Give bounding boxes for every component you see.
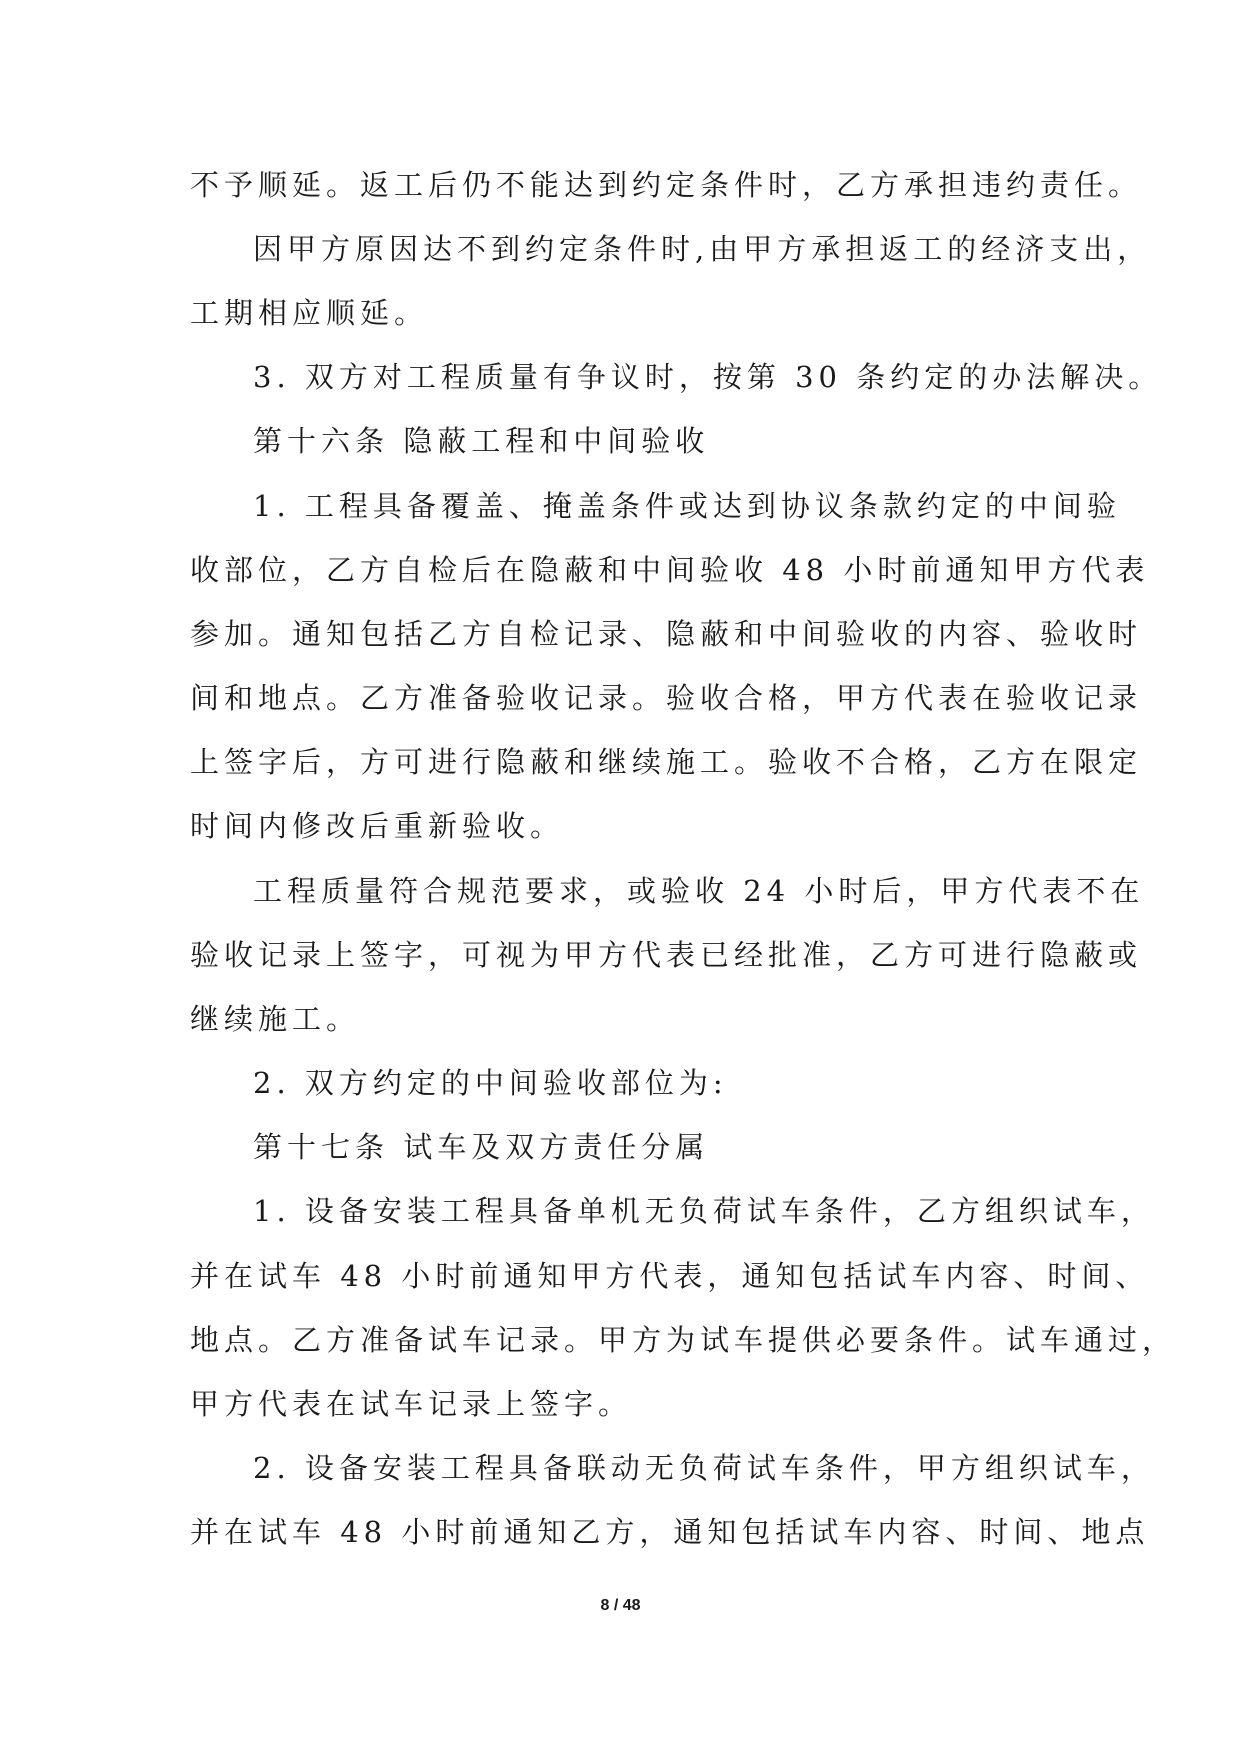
text-line: 间和地点。乙方准备验收记录。验收合格，甲方代表在验收记录 xyxy=(190,681,1143,715)
text-line: 收部位，乙方自检后在隐蔽和中间验收 48 小时前通知甲方代表 xyxy=(190,553,1150,587)
section-heading: 第十六条 隐蔽工程和中间验收 xyxy=(253,424,710,458)
text-line: 并在试车 48 小时前通知甲方代表，通知包括试车内容、时间、 xyxy=(190,1259,1150,1293)
text-line: 3. 双方对工程质量有争议时，按第 30 条约定的办法解决。 xyxy=(253,360,1163,394)
section-heading: 第十七条 试车及双方责任分属 xyxy=(253,1130,710,1164)
text-line: 1. 工程具备覆盖、掩盖条件或达到协议条款约定的中间验 xyxy=(253,489,1121,523)
text-line: 时间内修改后重新验收。 xyxy=(190,809,565,843)
text-line: 参加。通知包括乙方自检记录、隐蔽和中间验收的内容、验收时 xyxy=(190,617,1143,651)
text-line: 工程质量符合规范要求，或验收 24 小时后，甲方代表不在 xyxy=(253,874,1145,908)
page-number: 8 / 48 xyxy=(600,1597,641,1614)
text-line: 因甲方原因达不到约定条件时,由甲方承担返工的经济支出， xyxy=(253,232,1152,266)
text-line: 2. 设备安装工程具备联动无负荷试车条件，甲方组织试车， xyxy=(253,1451,1155,1485)
text-line: 验收记录上签字，可视为甲方代表已经批准，乙方可进行隐蔽或 xyxy=(190,938,1143,972)
text-line: 甲方代表在试车记录上签字。 xyxy=(190,1387,633,1421)
text-line: 不予顺延。返工后仍不能达到约定条件时，乙方承担违约责任。 xyxy=(190,168,1143,202)
text-line: 并在试车 48 小时前通知乙方，通知包括试车内容、时间、地点 xyxy=(190,1515,1150,1549)
text-line: 1. 设备安装工程具备单机无负荷试车条件，乙方组织试车， xyxy=(253,1194,1155,1228)
text-line: 地点。乙方准备试车记录。甲方为试车提供必要条件。试车通过， xyxy=(190,1323,1177,1357)
text-line: 上签字后，方可进行隐蔽和继续施工。验收不合格，乙方在限定 xyxy=(190,745,1143,779)
text-line: 继续施工。 xyxy=(190,1002,361,1036)
text-line: 2. 双方约定的中间验收部位为: xyxy=(253,1066,728,1100)
text-line: 工期相应顺延。 xyxy=(190,296,429,330)
